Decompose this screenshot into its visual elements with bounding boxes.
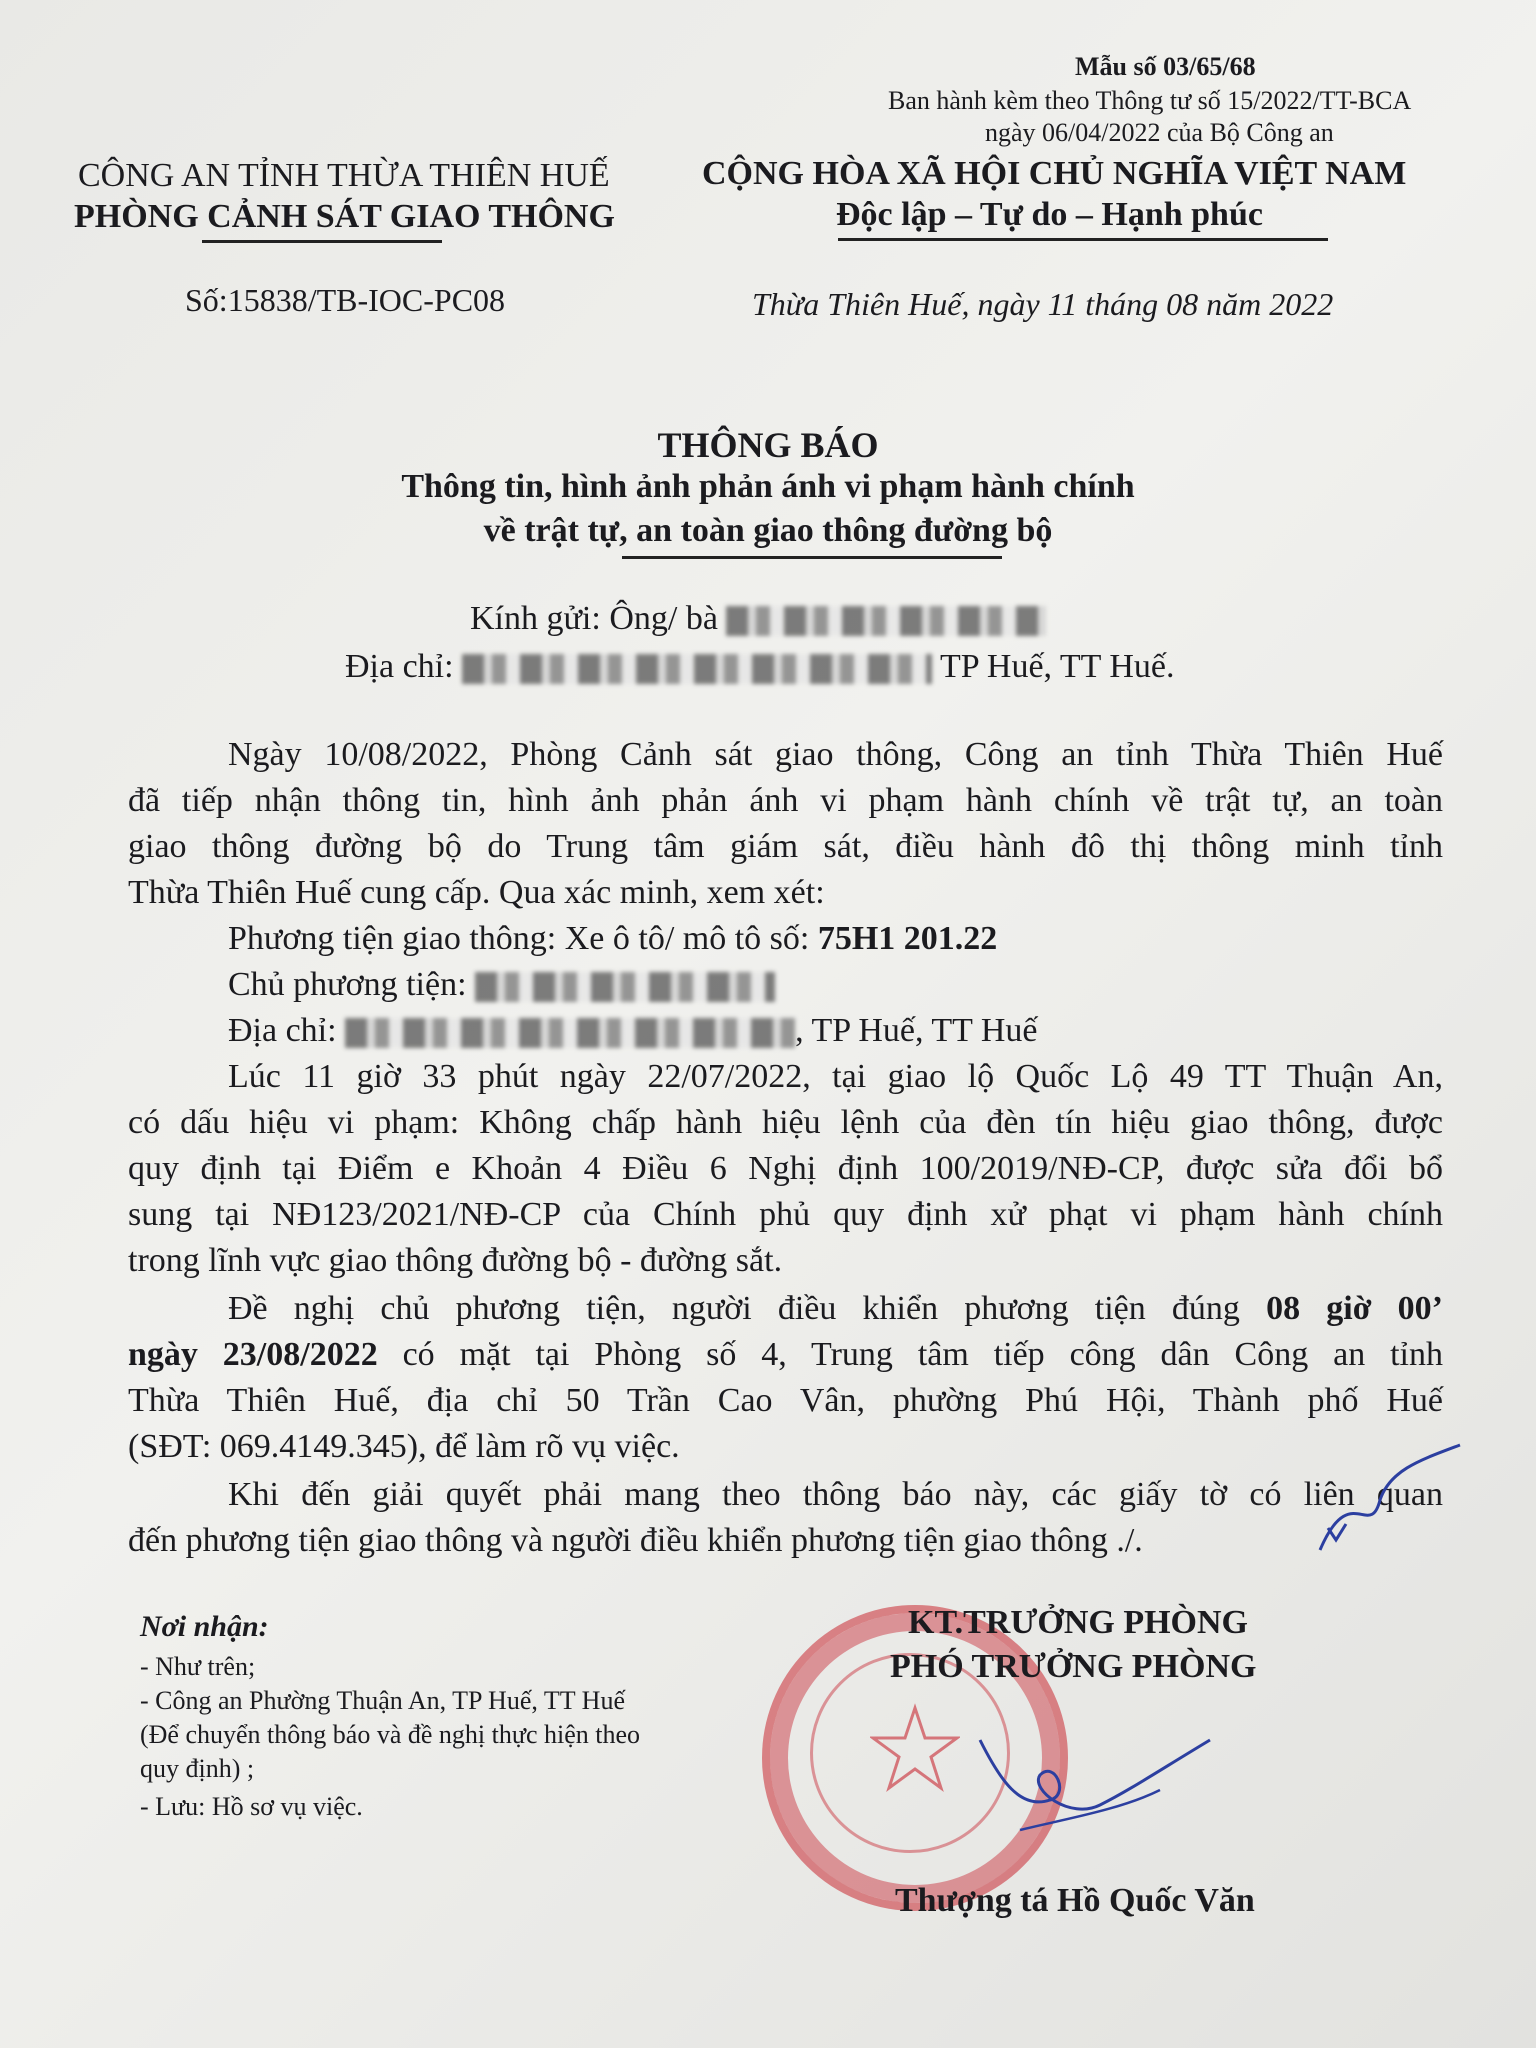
recipient-name-redacted (726, 606, 1046, 636)
owner-address-line (228, 1012, 1037, 1050)
nation-title: CỘNG HÒA XÃ HỘI CHỦ NGHĨA VIỆT NAM (702, 155, 1407, 192)
recipients-item-2: - Công an Phường Thuận An, TP Huế, TT Huế (140, 1686, 625, 1715)
agency-department-text: PHÒNG CẢNH SÁT GIAO THÔNG (74, 198, 615, 235)
notice-subtitle-2: về trật tự, an toàn giao thông đường bộ (483, 512, 1053, 549)
nation-motto: Độc lập – Tự do – Hạnh phúc (836, 196, 1263, 233)
p2-line4: sung tại NĐ123/2021/NĐ-CP của Chính phủ quy định xử phạt vi phạm hành chính (128, 1196, 1443, 1233)
owner-label: Chủ phương tiện: (228, 966, 467, 1003)
p2-line1: Lúc 11 giờ 33 phút ngày 22/07/2022, tại giao lộ Quốc Lộ 49 TT Thuận An, (228, 1058, 1443, 1095)
p3-line3: Thừa Thiên Huế, địa chỉ 50 Trần Cao Vân, phường Phú Hội, Thành phố Huế (128, 1382, 1443, 1419)
form-issued-line2: ngày 06/04/2022 của Bộ Công an (985, 118, 1334, 147)
place-date: Thừa Thiên Huế, ngày 11 tháng 08 năm 2022 (752, 286, 1334, 322)
recipients-item-2b: (Để chuyển thông báo và đề nghị thực hiện theo (140, 1720, 641, 1749)
vehicle-label: Phương tiện giao thông: Xe ô tô/ mô tô số: (228, 920, 818, 957)
recipient-label: Kính gửi: Ông/ bà (470, 600, 718, 637)
signature-role-2: PHÓ TRƯỞNG PHÒNG (890, 1648, 1257, 1685)
vehicle-line (228, 920, 997, 958)
agency-department (74, 198, 615, 236)
p3-line1 (228, 1290, 1443, 1328)
agency-name: CÔNG AN TỈNH THỪA THIÊN HUẾ (78, 157, 610, 194)
signer-name: Thượng tá Hồ Quốc Văn (895, 1882, 1255, 1919)
recipient-line (470, 600, 1046, 638)
recipients-item-3: - Lưu: Hồ sơ vụ việc. (140, 1792, 363, 1821)
initial-mark (1310, 1440, 1470, 1560)
recipient-address-label: Địa chỉ: (345, 648, 454, 685)
handwritten-signature (960, 1700, 1220, 1860)
recipients-heading: Nơi nhận: (140, 1610, 269, 1643)
form-issued-line1: Ban hành kèm theo Thông tư số 15/2022/TT-BCA (888, 86, 1412, 115)
owner-address-redacted (345, 1018, 795, 1048)
form-code: Mẫu số 03/65/68 (1075, 52, 1256, 81)
stamp-star-icon (870, 1703, 960, 1793)
owner-address-label: Địa chỉ: (228, 1012, 337, 1049)
title-underline (622, 556, 1002, 559)
p2-line2: có dấu hiệu vi phạm: Không chấp hành hiệu lệnh của đèn tín hiệu giao thông, được (128, 1104, 1443, 1141)
p4-line2: đến phương tiện giao thông và người điều khiển phương tiện giao thông ./. (128, 1522, 1143, 1559)
p3-line4: (SĐT: 069.4149.345), để làm rõ vụ việc. (128, 1428, 680, 1465)
p1-line4: Thừa Thiên Huế cung cấp. Qua xác minh, xem xét: (128, 874, 825, 911)
p1-line1: Ngày 10/08/2022, Phòng Cảnh sát giao thông, Công an tỉnh Thừa Thiên Huế (228, 736, 1443, 773)
p2-line3: quy định tại Điểm e Khoản 4 Điều 6 Nghị định 100/2019/NĐ-CP, được sửa đổi bổ (128, 1150, 1443, 1187)
nation-underline (838, 238, 1328, 241)
notice-subtitle-1: Thông tin, hình ảnh phản ánh vi phạm hành chính (401, 468, 1135, 505)
p3-line2-text: có mặt tại Phòng số 4, Trung tâm tiếp công dân Công an tỉnh (377, 1336, 1443, 1373)
recipient-address-redacted (462, 654, 932, 684)
signature-role-1: KT.TRƯỞNG PHÒNG (908, 1604, 1248, 1641)
recipient-address-line (345, 648, 1174, 686)
vehicle-plate: 75H1 201.22 (817, 920, 998, 957)
appointment-date: ngày 23/08/2022 (128, 1336, 378, 1373)
p1-line2: đã tiếp nhận thông tin, hình ảnh phản ánh vi phạm hành chính về trật tự, an toàn (128, 782, 1443, 819)
p3-line2 (128, 1336, 1443, 1374)
notice-title: THÔNG BÁO (657, 425, 879, 465)
recipient-address-tail: TP Huế, TT Huế. (939, 648, 1175, 685)
recipients-item-2c: quy định) ; (140, 1754, 255, 1783)
p3-line1-text: Đề nghị chủ phương tiện, người điều khiển phương tiện đúng (228, 1290, 1267, 1327)
p2-line5: trong lĩnh vực giao thông đường bộ - đường sắt. (128, 1242, 783, 1279)
p1-line3: giao thông đường bộ do Trung tâm giám sát, điều hành đô thị thông minh tỉnh (128, 828, 1443, 865)
owner-address-tail: , TP Huế, TT Huế (795, 1012, 1038, 1049)
document-number: Số:15838/TB-IOC-PC08 (185, 282, 506, 318)
owner-line (228, 966, 775, 1004)
appointment-time: 08 giờ 00’ (1266, 1290, 1443, 1327)
p4-line1: Khi đến giải quyết phải mang theo thông báo này, các giấy tờ có liên quan (228, 1476, 1443, 1513)
owner-name-redacted (475, 972, 775, 1002)
agency-underline (202, 240, 442, 243)
recipients-item-1: - Như trên; (140, 1652, 256, 1681)
